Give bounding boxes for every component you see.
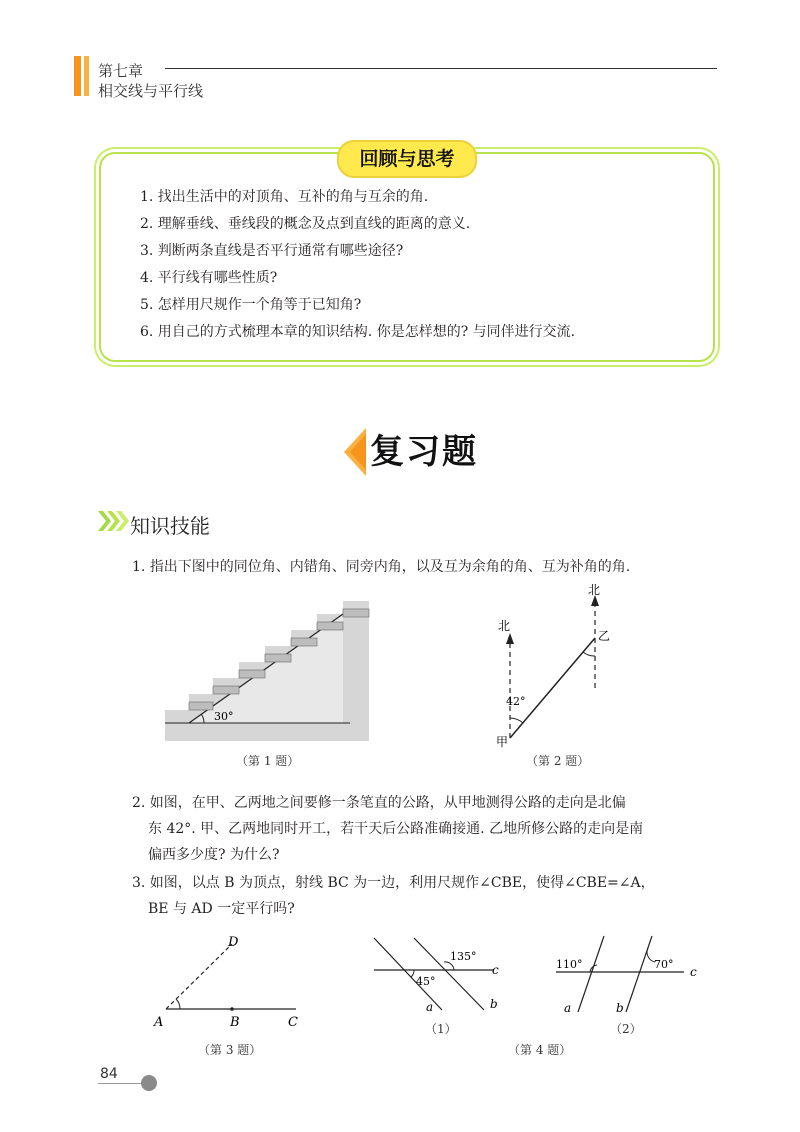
point-D-label: D <box>228 935 239 950</box>
point-A-label: A <box>154 1015 164 1030</box>
review-item: 6. 用自己的方式梳理本章的知识结构. 你是怎样想的? 与同伴进行交流. <box>140 324 576 340</box>
question-2-line-2: 东 42°. 甲、乙两地同时开工，若干天后公路准确接通. 乙地所修公路的走向是南 <box>148 821 644 837</box>
figure-4-2-lines <box>546 930 706 1020</box>
review-item: 4. 平行线有哪些性质? <box>140 270 278 286</box>
line-b-label: b <box>616 1001 624 1015</box>
page-dot-icon <box>141 1075 157 1091</box>
figure-2-direction <box>488 578 618 748</box>
line-a-label: a <box>426 1000 434 1014</box>
section-title-arrow-icon <box>344 428 366 476</box>
figure-4-1-angle-bottom: 45° <box>416 975 436 988</box>
point-yi-label: 乙 <box>598 629 611 643</box>
figure-4-1-caption: （1） <box>425 1022 457 1036</box>
figure-1-staircase <box>160 598 390 746</box>
chapter-number: 第七章 <box>98 62 144 80</box>
figure-4-2-angle-left: 110° <box>556 958 583 971</box>
line-c-label: c <box>690 965 697 979</box>
figure-4-1-angle-top: 135° <box>450 950 477 963</box>
figure-4-2-caption: （2） <box>610 1022 642 1036</box>
figure-3-angle <box>148 930 308 1030</box>
chapter-accent-bar-light <box>84 56 89 96</box>
review-item: 5. 怎样用尺规作一个角等于已知角? <box>140 297 362 313</box>
chapter-title: 相交线与平行线 <box>98 82 204 100</box>
line-c-label: c <box>492 963 499 977</box>
subsection-title: 知识技能 <box>130 514 210 538</box>
figure-2-angle-label: 42° <box>506 695 526 708</box>
line-a-label: a <box>564 1001 572 1015</box>
review-item: 3. 判断两条直线是否平行通常有哪些途径? <box>140 243 404 259</box>
point-C-label: C <box>288 1015 298 1030</box>
figure-4-2-angle-right: 70° <box>654 958 674 971</box>
question-3-line-2: BE 与 AD 一定平行吗? <box>148 901 295 917</box>
point-B-label: B <box>230 1015 240 1030</box>
chapter-accent-bar <box>74 56 81 96</box>
page-number: 84 <box>100 1066 118 1082</box>
figure-1-caption: （第 1 题） <box>236 754 300 768</box>
page-number-rule <box>98 1083 142 1084</box>
question-1: 1. 指出下图中的同位角、内错角、同旁内角，以及互为余角的角、互为补角的角. <box>132 559 631 575</box>
line-b-label: b <box>490 997 498 1011</box>
figure-2-caption: （第 2 题） <box>526 754 590 768</box>
header-rule <box>165 68 717 69</box>
figure-3-caption: （第 3 题） <box>198 1043 262 1057</box>
review-title: 回顾与思考 <box>337 140 477 178</box>
review-item: 1. 找出生活中的对顶角、互补的角与互余的角. <box>140 189 429 205</box>
figure-1-angle-label: 30° <box>214 710 234 723</box>
review-item: 2. 理解垂线、垂线段的概念及点到直线的距离的意义. <box>140 216 471 232</box>
point-jia-label: 甲 <box>496 735 509 748</box>
figure-4-1-lines <box>364 930 514 1020</box>
north-label-left: 北 <box>498 619 511 633</box>
north-label-right: 北 <box>588 583 601 597</box>
section-title: 复习题 <box>370 432 478 472</box>
figure-4-caption: （第 4 题） <box>508 1043 572 1057</box>
chevron-arrows-icon <box>98 508 130 534</box>
question-2-line-1: 2. 如图，在甲、乙两地之间要修一条笔直的公路，从甲地测得公路的走向是北偏 <box>132 795 626 811</box>
question-3-line-1: 3. 如图，以点 B 为顶点，射线 BC 为一边，利用尺规作∠CBE，使得∠CBE=∠A， <box>132 875 655 891</box>
question-2-line-3: 偏西多少度? 为什么? <box>148 847 280 863</box>
